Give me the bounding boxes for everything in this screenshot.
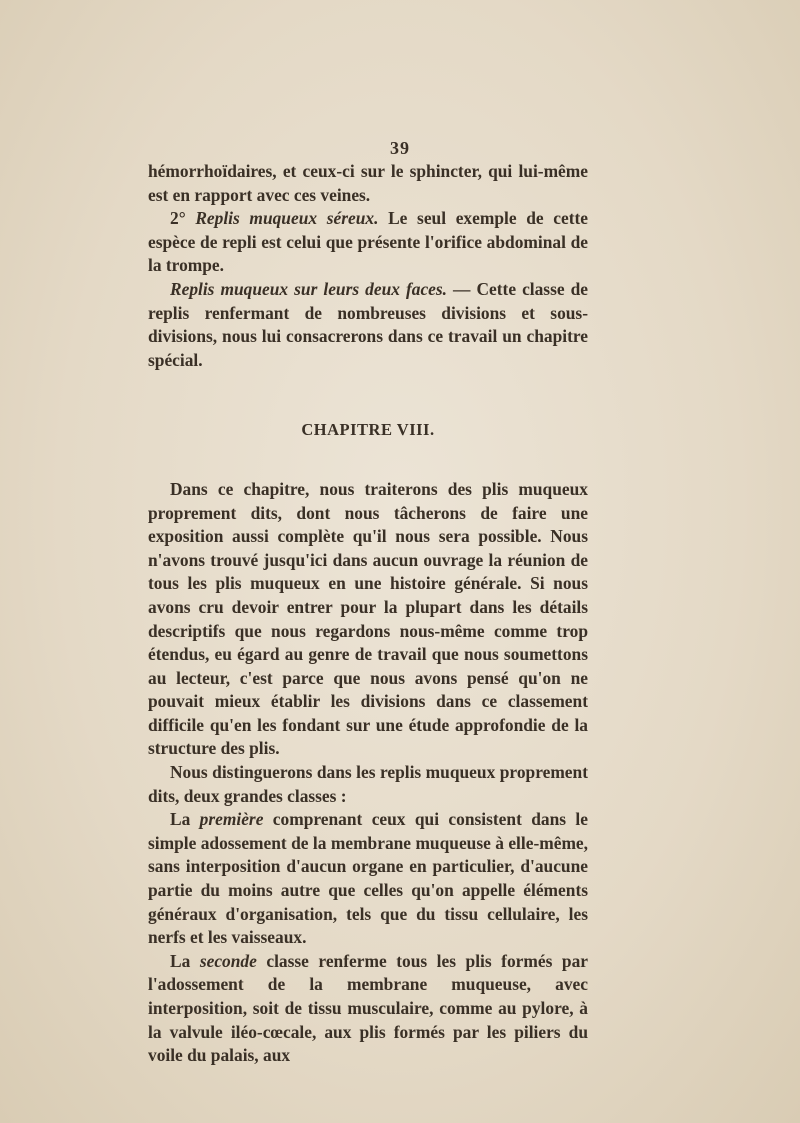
italic-phrase: seconde: [199, 950, 257, 971]
text-run: Dans ce chapitre, nous traiterons des plis muqueux proprement dits, dont nous tâcherons de faire une exposition aussi complète qu'il nous sera possible. Nous n'avons trouvé jusqu'ici dans aucun ouvrage la réunion de tous les plis muqueux en une histoire générale. Si nous avons cru devoir entrer pour la plupart dans les détails descriptifs que nous regardons nous-même comme trop étendus, eu égard au genre de travail que nous soumettons au lecteur, c'est parce que nous avons pensé qu'on ne pouvait mieux établir les divisions dans ce classement difficile qu'en les fondant sur une étude approfondie de la structure des plis.: [148, 478, 588, 759]
text-run: classe renferme tous les plis formés par l'adossement de la membrane muqueuse, avec interposition, soit de tissu musculaire, comme au pylore, à la valvule iléo-cœcale, aux plis formés par les piliers du voile du palais, aux: [148, 950, 588, 1066]
chapter-heading: CHAPITRE VIII.: [301, 420, 435, 440]
paragraph: [148, 160, 588, 207]
paragraph: [148, 950, 588, 1068]
paragraph: [148, 761, 588, 808]
text-run: 2°: [170, 208, 196, 229]
paragraph: [148, 207, 588, 278]
paragraph: [148, 808, 588, 950]
text-run: Le seul exemple de cette espèce de repli est celui que présente l'orifice abdominal de la trompe.: [148, 208, 588, 276]
text-run: comprenant ceux qui consistent dans le simple adossement de la membrane muqueuse à elle-même, sans interposition d'aucun organe en particulier, d'aucune partie du moins autre que celles qu'on appelle éléments généraux d'organisation, tels que du tissu cellulaire, les nerfs et les vaisseaux.: [148, 809, 588, 948]
body-text: [148, 160, 588, 1068]
text-run: Nous distinguerons dans les replis muqueux proprement dits, deux grandes classes :: [148, 762, 588, 806]
text-run: La: [170, 950, 200, 971]
paragraph: [148, 478, 588, 761]
italic-phrase: Replis muqueux sur leurs deux faces.: [170, 278, 448, 299]
italic-phrase: Replis muqueux séreux.: [195, 208, 379, 229]
text-run: hémorrhoïdaires, et ceux-ci sur le sphincter, qui lui-même est en rapport avec ces veines.: [148, 161, 588, 205]
page-number: 39: [390, 138, 410, 158]
text-run: — Cette classe de replis renfermant de nombreuses divisions et sous-divisions, nous lui consacrerons dans ce travail un chapitre spécial.: [148, 278, 588, 370]
text-run: La: [170, 809, 200, 830]
paragraph: [148, 278, 588, 372]
italic-phrase: première: [199, 809, 264, 830]
